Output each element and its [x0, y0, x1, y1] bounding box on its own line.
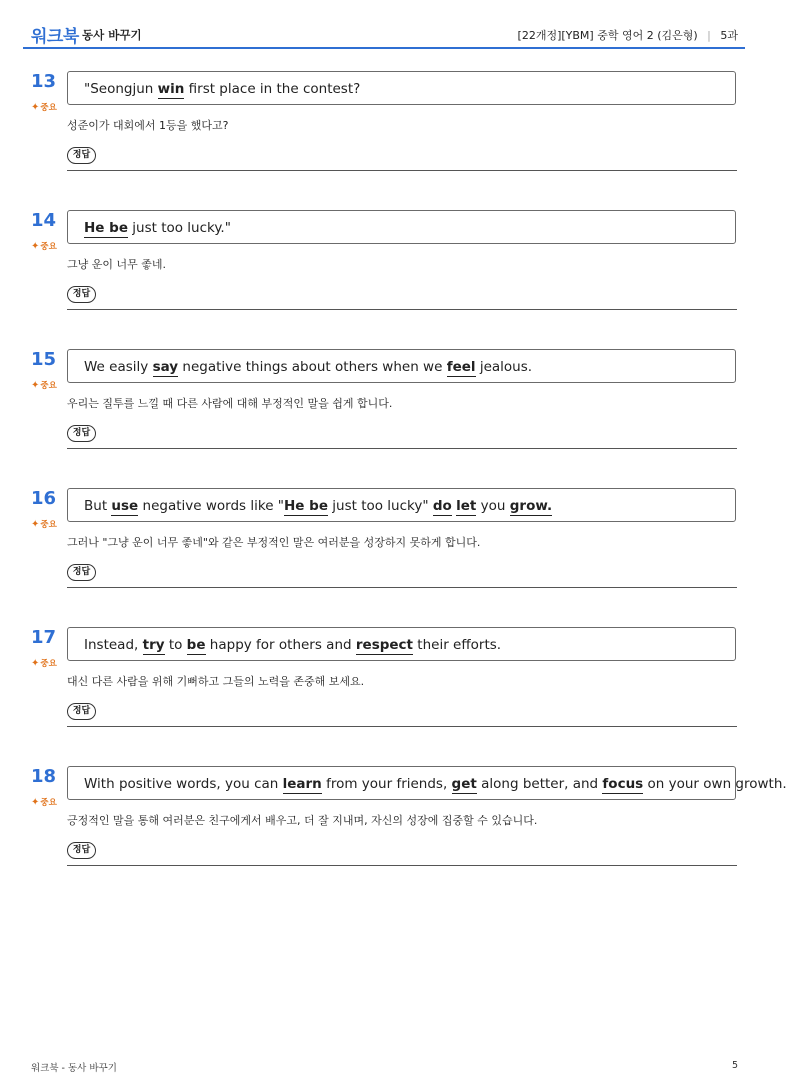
english-sentence-box [67, 488, 736, 522]
worksheet-subtitle: 동사 바꾸기 [82, 28, 142, 42]
korean-translation: 그러나 "그냥 운이 너무 좋네"와 같은 부정적인 말은 여러분을 성장하지 못하게 합니다. [67, 536, 481, 549]
answer-button[interactable]: 정답 [67, 425, 96, 442]
course-title: [22개정][YBM] 중학 영어 2 (김은형) [517, 29, 698, 42]
header-separator: | [707, 29, 711, 42]
sentence-text: We easily [84, 359, 153, 375]
answer-line [67, 587, 737, 588]
sentence-text: negative things about others when we [178, 359, 447, 375]
sentence-text: But [84, 498, 112, 514]
korean-translation: 성준이가 대회에서 1등을 했다고? [67, 119, 229, 132]
sentence-text: just too lucky" [327, 498, 433, 514]
important-label: 중요 [40, 381, 57, 391]
verb-to-change: He be [84, 220, 128, 236]
fox-icon: ✦ [31, 796, 40, 808]
important-label: 중요 [40, 798, 57, 808]
sentence-text: "Seongjun [84, 81, 158, 97]
answer-line [67, 309, 737, 310]
verb-to-change: win [157, 81, 185, 97]
english-sentence-box [67, 627, 736, 661]
sentence-text: jealous. [475, 359, 533, 375]
verb-to-change: focus [602, 776, 644, 792]
brand-title: 워크북 [31, 27, 79, 47]
important-badge [31, 796, 57, 808]
sentence-text: With positive words, you can [84, 776, 283, 792]
answer-button[interactable]: 정답 [67, 564, 96, 581]
question-item [0, 766, 787, 896]
sentence-text: first place in the contest? [184, 81, 361, 97]
question-item [0, 627, 768, 757]
fox-icon: ✦ [31, 379, 40, 391]
fox-icon: ✦ [31, 518, 40, 530]
important-label: 중요 [40, 659, 57, 669]
question-number: 13 [31, 71, 57, 92]
korean-translation: 대신 다른 사람을 위해 기뻐하고 그들의 노력을 존중해 보세요. [67, 675, 365, 688]
page-header [0, 0, 768, 50]
sentence-text: on your own growth. [643, 776, 787, 792]
important-badge [31, 101, 57, 113]
answer-button[interactable]: 정답 [67, 286, 96, 303]
korean-translation: 긍정적인 말을 통해 여러분은 친구에게서 배우고, 더 잘 지내며, 자신의 성장에 집중할 수 있습니다. [67, 814, 538, 827]
lesson-label: 5과 [720, 29, 738, 42]
verb-to-change: be [186, 637, 206, 653]
question-item [0, 71, 768, 201]
english-sentence-box [67, 349, 736, 383]
sentence-text: happy for others and [205, 637, 356, 653]
verb-to-change: use [111, 498, 139, 514]
important-badge [31, 240, 57, 252]
course-info [518, 27, 738, 43]
important-badge [31, 518, 57, 530]
sentence-text: you [476, 498, 510, 514]
question-number: 17 [31, 627, 57, 648]
verb-to-change: grow. [509, 498, 553, 514]
verb-to-change: do [432, 498, 452, 514]
answer-button[interactable]: 정답 [67, 842, 96, 859]
question-number: 14 [31, 210, 57, 231]
answer-line [67, 170, 737, 171]
verb-to-change: let [456, 498, 477, 514]
important-label: 중요 [40, 103, 57, 113]
sentence-text: to [164, 637, 187, 653]
header-rule [23, 47, 745, 49]
answer-line [67, 865, 737, 866]
fox-icon: ✦ [31, 101, 40, 113]
sentence-text: negative words like " [138, 498, 284, 514]
question-item [0, 349, 768, 479]
english-sentence-box [67, 71, 736, 105]
answer-button[interactable]: 정답 [67, 703, 96, 720]
sentence-text: along better, and [476, 776, 603, 792]
sentence-text: just too lucky." [127, 220, 231, 236]
english-sentence-box [67, 210, 736, 244]
verb-to-change: learn [282, 776, 322, 792]
question-item [0, 210, 768, 340]
sentence-text: Instead, [84, 637, 143, 653]
korean-translation: 그냥 운이 너무 좋네. [67, 258, 166, 271]
fox-icon: ✦ [31, 657, 40, 669]
important-label: 중요 [40, 520, 57, 530]
fox-icon: ✦ [31, 240, 40, 252]
verb-to-change: say [152, 359, 179, 375]
footer-title: 워크북 - 동사 바꾸기 [31, 1063, 117, 1074]
question-number: 16 [31, 488, 57, 509]
verb-to-change: try [142, 637, 165, 653]
sentence-text: from your friends, [321, 776, 452, 792]
important-badge [31, 379, 57, 391]
question-number: 18 [31, 766, 57, 787]
answer-line [67, 726, 737, 727]
sentence-text: their efforts. [413, 637, 502, 653]
answer-line [67, 448, 737, 449]
verb-to-change: He be [284, 498, 328, 514]
korean-translation: 우리는 질투를 느낄 때 다른 사람에 대해 부정적인 말을 쉽게 합니다. [67, 397, 393, 410]
question-item [0, 488, 768, 618]
answer-button[interactable]: 정답 [67, 147, 96, 164]
important-label: 중요 [40, 242, 57, 252]
verb-to-change: respect [355, 637, 413, 653]
question-number: 15 [31, 349, 57, 370]
page-number: 5 [731, 1060, 738, 1071]
english-sentence-box [67, 766, 787, 800]
verb-to-change: feel [446, 359, 476, 375]
verb-to-change: get [451, 776, 477, 792]
important-badge [31, 657, 57, 669]
